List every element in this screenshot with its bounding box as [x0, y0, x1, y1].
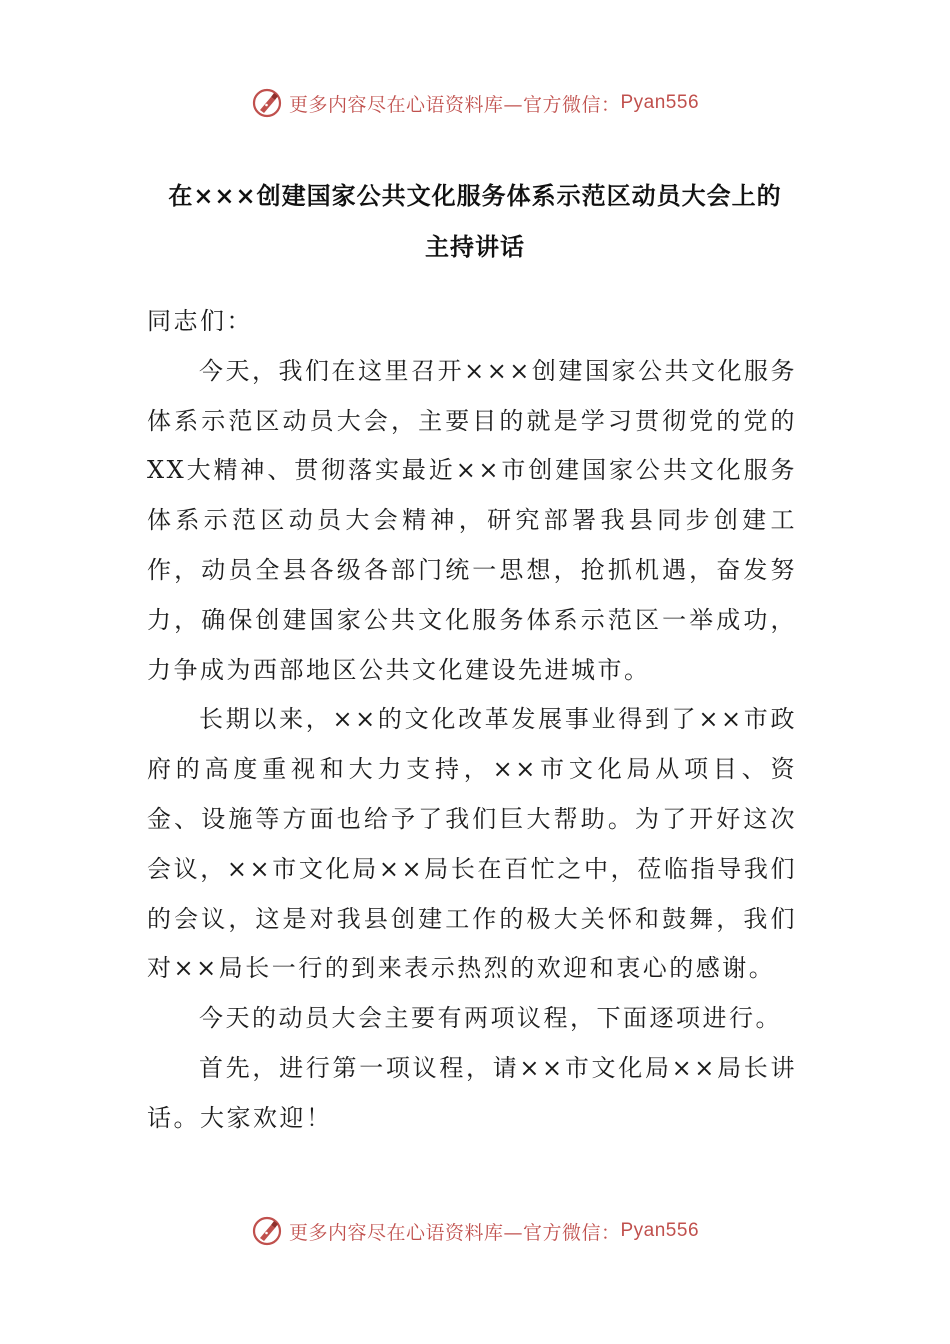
watermark-wechat-id: Pyan556	[620, 1220, 700, 1241]
paragraph: 长期以来，××的文化改革发展事业得到了××市政府的高度重视和大力支持，××市文化局从项目、资金、设施等方面也给予了我们巨大帮助。为了开好这次会议，××市文化局××局长在百忙之中，莅临指导我们的会议，这是对我县创建工作的极大关怀和鼓舞，我们对××局长一行的到来表示热烈的欢迎和衷心的感谢。	[147, 705, 797, 983]
watermark-text: 更多内容尽在心语资料库—官方微信：	[288, 93, 621, 116]
document-body	[147, 297, 797, 1144]
pen-nib-logo-icon	[251, 87, 283, 119]
watermark-banner-top	[0, 81, 950, 125]
title-line-2: 主持讲话	[425, 232, 525, 261]
document-title	[145, 170, 805, 272]
pen-nib-logo-icon	[251, 1215, 283, 1247]
watermark-text: 更多内容尽在心语资料库—官方微信：	[288, 1221, 621, 1244]
paragraph: 今天，我们在这里召开×××创建国家公共文化服务体系示范区动员大会，主要目的就是学习贯彻党的党的XX大精神、贯彻落实最近××市创建国家公共文化服务体系示范区动员大会精神，研究部署我县同步创建工作，动员全县各级各部门统一思想，抢抓机遇，奋发努力，确保创建国家公共文化服务体系示范区一举成功，力争成为西部地区公共文化建设先进城市。	[147, 356, 797, 684]
paragraph: 今天的动员大会主要有两项议程，下面逐项进行。	[199, 1004, 782, 1033]
watermark-wechat-id: Pyan556	[620, 92, 700, 113]
salutation: 同志们：	[147, 307, 253, 335]
watermark-banner-bottom	[0, 1209, 950, 1253]
title-line-1: 在×××创建国家公共文化服务体系示范区动员大会上的	[168, 181, 782, 210]
paragraph: 首先，进行第一项议程，请××市文化局××局长讲话。大家欢迎！	[147, 1053, 797, 1132]
